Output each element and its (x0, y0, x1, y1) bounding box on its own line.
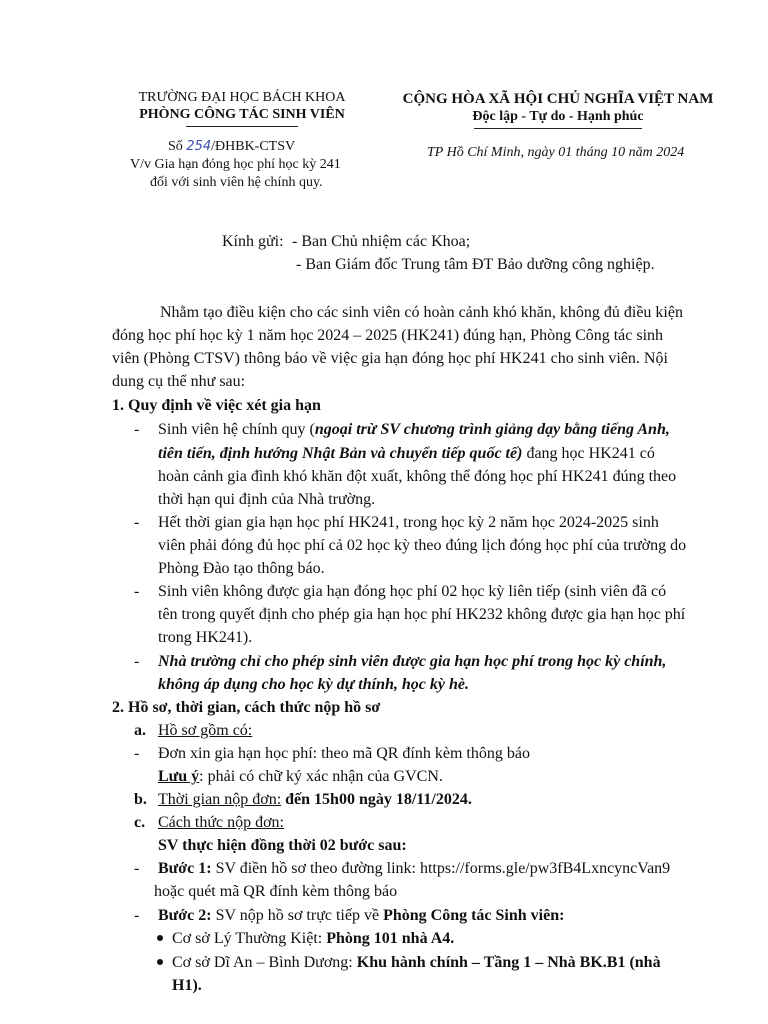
dash: - (134, 745, 140, 762)
s1-p2-line-2: viên phải đóng đủ học phí cả 02 học kỳ theo đúng lịch đóng học phí của trường do (158, 537, 687, 554)
location-1-room: Phòng 101 nhà A4. (326, 930, 455, 947)
recipient-2: - Ban Giám đốc Trung tâm ĐT Bảo dưỡng công nghiệp. (296, 256, 655, 273)
item-a-title: Hồ sơ gồm có: (158, 722, 253, 739)
step-2-label: Bước 2: (158, 907, 212, 924)
s1-p1-text-2: đang học HK241 có (522, 445, 655, 462)
item-c-label: c. (134, 814, 146, 831)
step-1-line-2: hoặc quét mã QR đính kèm thông báo (154, 883, 398, 900)
location-1 (172, 929, 454, 949)
dash: - (134, 907, 140, 924)
s1-p3-line-1: Sinh viên không được gia hạn đóng học phí 02 học kỳ liên tiếp (sinh viên đã có (158, 583, 667, 600)
item-b-line (158, 790, 472, 810)
step-1-label: Bước 1: (158, 860, 212, 877)
section-1-title: 1. Quy định về việc xét gia hạn (112, 397, 321, 414)
intro-line-4: dung cụ thể như sau: (112, 373, 246, 390)
intro-line-3: viên (Phòng CTSV) thông báo về việc gia hạn đóng học phí HK241 cho sinh viên. Nội (112, 350, 668, 367)
s1-p1-text: Sinh viên hệ chính quy ( (158, 421, 315, 438)
location-2-name: Cơ sở Dĩ An – Bình Dương: (172, 954, 357, 971)
office-name: PHÒNG CÔNG TÁC SINH VIÊN (139, 107, 345, 122)
intro-line-1: Nhằm tạo điều kiện cho các sinh viên có hoàn cảnh khó khăn, không đủ điều kiện (160, 304, 683, 321)
item-b-label: b. (134, 791, 147, 808)
dash: - (134, 421, 140, 438)
s1-p1-line-2 (158, 444, 655, 464)
location-2-building: Khu hành chính – Tầng 1 – Nhà BK.B1 (nhà (356, 954, 661, 971)
location-2-line-2: H1). (172, 977, 202, 994)
dash: - (134, 653, 140, 670)
s1-p1-line-3: hoàn cảnh gia đình khó khăn đột xuất, không thể đóng học phí HK241 đúng theo (158, 468, 677, 485)
step-1-text: SV điền hồ sơ theo đường link: https://forms.gle/pw3fB4LxncyncVan9 (211, 860, 671, 877)
document-number (168, 138, 295, 156)
item-c-subtitle: SV thực hiện đồng thời 02 bước sau: (158, 837, 407, 854)
s1-p1-emphasis-2: tiên tiến, định hướng Nhật Bản và chuyển tiếp quốc tế) (158, 445, 523, 462)
dash: - (134, 514, 140, 531)
section-2-title: 2. Hồ sơ, thời gian, cách thức nộp hồ sơ (112, 699, 381, 716)
recipient-1: - Ban Chủ nhiệm các Khoa; (292, 233, 471, 250)
step-1-line (158, 859, 670, 879)
s1-p1-emphasis: ngoại trừ SV chương trình giảng dạy bằng tiếng Anh, (314, 421, 670, 438)
s1-p3-line-3: trong HK241). (158, 629, 253, 646)
place-date: TP Hồ Chí Minh, ngày 01 tháng 10 năm 2024 (427, 145, 685, 160)
note-line (158, 767, 443, 787)
location-2 (172, 953, 661, 973)
s1-p2-line-3: Phòng Đào tạo thông báo. (158, 560, 325, 577)
doc-no-handwritten: 254 (186, 139, 212, 154)
s1-p4-line-2: không áp dụng cho học kỳ dự thính, học kỳ hè. (158, 676, 469, 693)
location-1-name: Cơ sở Lý Thường Kiệt: (172, 930, 327, 947)
item-c-title: Cách thức nộp đơn: (158, 814, 284, 831)
item-a-entry: Đơn xin gia hạn học phí: theo mã QR đính kèm thông báo (158, 745, 530, 762)
school-name: TRƯỜNG ĐẠI HỌC BÁCH KHOA (138, 90, 346, 105)
s1-p2-line-1: Hết thời gian gia hạn học phí HK241, trong học kỳ 2 năm học 2024-2025 sinh (158, 514, 659, 531)
note-text: : phải có chữ ký xác nhận của GVCN. (199, 768, 443, 785)
bullet-icon (157, 959, 163, 965)
step-2-text: SV nộp hồ sơ trực tiếp về (211, 907, 384, 924)
item-a-label: a. (134, 722, 146, 739)
dash: - (134, 583, 140, 600)
s1-p1-line-4: thời hạn qui định của Nhà trường. (158, 491, 376, 508)
item-b-deadline: đến 15h00 ngày 18/11/2024. (281, 791, 472, 808)
nation-title: CỘNG HÒA XÃ HỘI CHỦ NGHĨA VIỆT NAM (402, 91, 714, 107)
doc-no-prefix: Số (168, 139, 183, 154)
header-right-rule (474, 128, 642, 129)
step-2-line (158, 906, 564, 926)
subject-line-2: đối với sinh viên hệ chính quy. (150, 175, 323, 190)
doc-no-suffix: /ĐHBK-CTSV (211, 139, 296, 154)
nation-motto: Độc lập - Tự do - Hạnh phúc (472, 109, 644, 124)
dash: - (134, 860, 140, 877)
step-2-office: Phòng Công tác Sinh viên: (383, 907, 565, 924)
recipients-label: Kính gửi: (222, 233, 284, 250)
item-b-title: Thời gian nộp đơn: (158, 791, 282, 808)
s1-p1-line-1 (158, 420, 670, 440)
note-label: Lưu ý (158, 768, 200, 785)
s1-p4-line-1: Nhà trường chỉ cho phép sinh viên được gia hạn học phí trong học kỳ chính, (158, 653, 667, 670)
intro-line-2: đóng học phí học kỳ 1 năm học 2024 – 2025 (HK241) đúng hạn, Phòng Công tác sinh (112, 327, 664, 344)
subject-line-1: V/v Gia hạn đóng học phí học kỳ 241 (130, 157, 341, 172)
s1-p3-line-2: tên trong quyết định cho phép gia hạn học phí HK232 không được gia hạn học phí (158, 606, 686, 623)
bullet-icon (157, 935, 163, 941)
header-left-rule (186, 126, 298, 127)
